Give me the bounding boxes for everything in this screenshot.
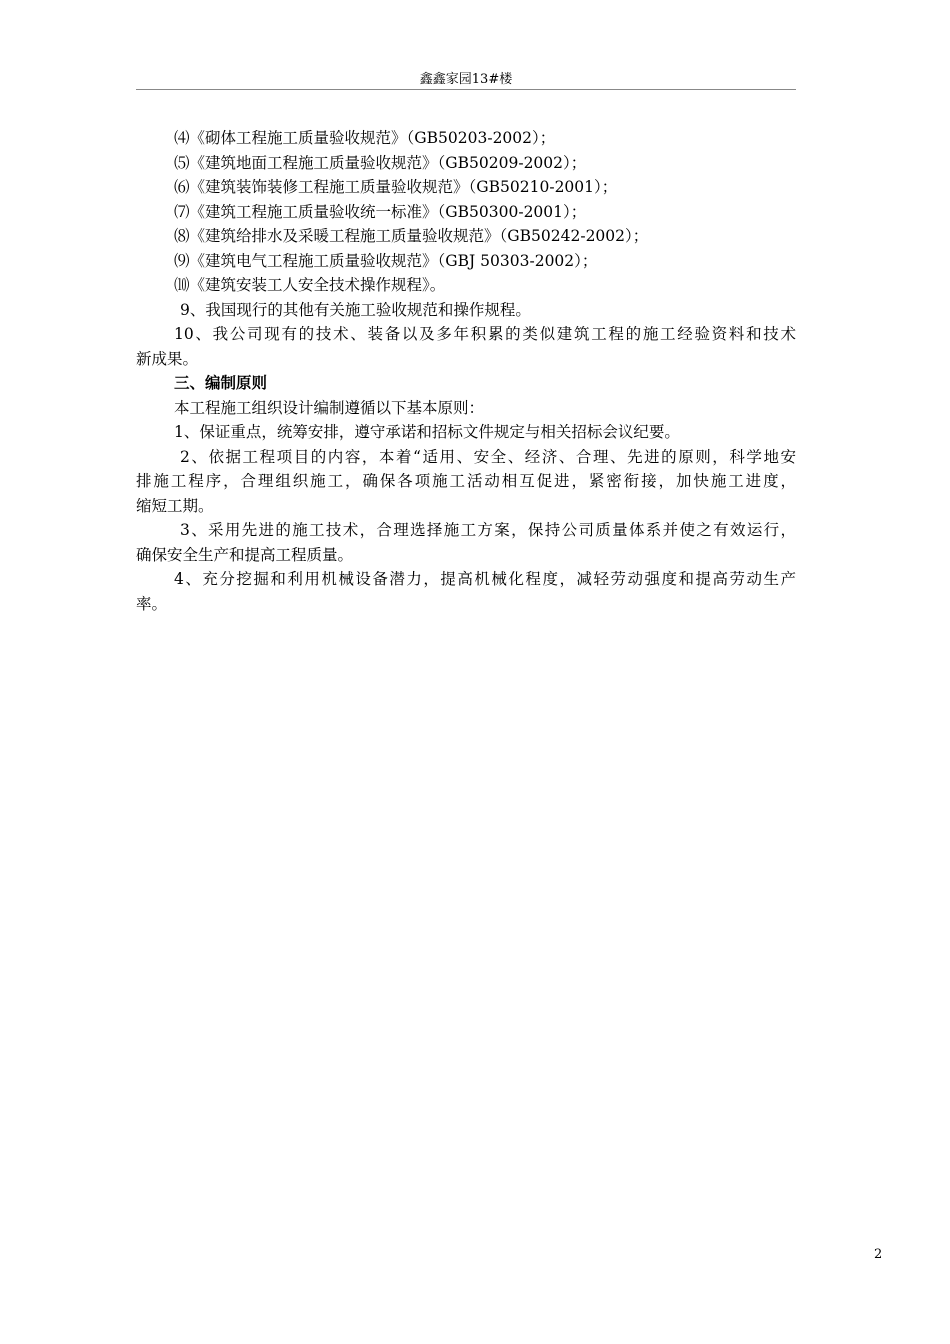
standard-item-4: ⑷《砌体工程施工质量验收规范》（GB50203-2002）； [174,129,556,147]
principle-2-line-3: 缩短工期。 [136,496,214,515]
standard-item-9: ⑼《建筑电气工程施工质量验收规范》（GBJ 50303-2002）； [174,251,598,270]
section-heading: 三、编制原则 [174,373,268,392]
document-body [136,126,796,616]
principle-4-line-2: 率。 [136,594,168,613]
principle-1: 1、保证重点，统筹安排，遵守承诺和招标文件规定与相关招标会议纪要。 [174,423,680,441]
standard-item-10: ⑽《建筑安装工人安全技术操作规程》。 [174,276,446,294]
principles-intro: 本工程施工组织设计编制遵循以下基本原则： [174,398,485,417]
header-divider [136,89,796,90]
principle-2-line-2: 排施工程序，合理组织施工，确保各项施工活动相互促进，紧密衔接，加快施工进度， [136,472,796,490]
standard-item-8: ⑻《建筑给排水及采暖工程施工质量验收规范》（GB50242-2002）； [174,227,649,245]
page-header-title: 鑫鑫家园13#楼 [419,72,513,87]
principle-2-line-1: 2、依据工程项目的内容，本着“适用、安全、经济、合理、先进的原则，科学地安 [180,447,796,466]
page-number: 2 [874,1247,883,1262]
standard-item-6: ⑹《建筑装饰装修工程施工质量验收规范》（GB50210-2001）； [174,178,618,196]
basis-item-10-line-1: 10、我公司现有的技术、装备以及多年积累的类似建筑工程的施工经验资料和技术 [174,325,796,343]
principle-3-line-1: 3、采用先进的施工技术，合理选择施工方案，保持公司质量体系并使之有效运行， [180,521,796,539]
basis-item-10-line-2: 新成果。 [136,349,199,368]
basis-item-9: 9、我国现行的其他有关施工验收规范和操作规程。 [180,300,531,319]
standard-item-5: ⑸《建筑地面工程施工质量验收规范》（GB50209-2002）； [174,153,587,172]
principle-3-line-2: 确保安全生产和提高工程质量。 [136,545,354,564]
principle-4-line-1: 4、充分挖掘和利用机械设备潜力，提高机械化程度，减轻劳动强度和提高劳动生产 [174,570,796,588]
standard-item-7: ⑺《建筑工程施工质量验收统一标准》（GB50300-2001）； [174,202,587,221]
